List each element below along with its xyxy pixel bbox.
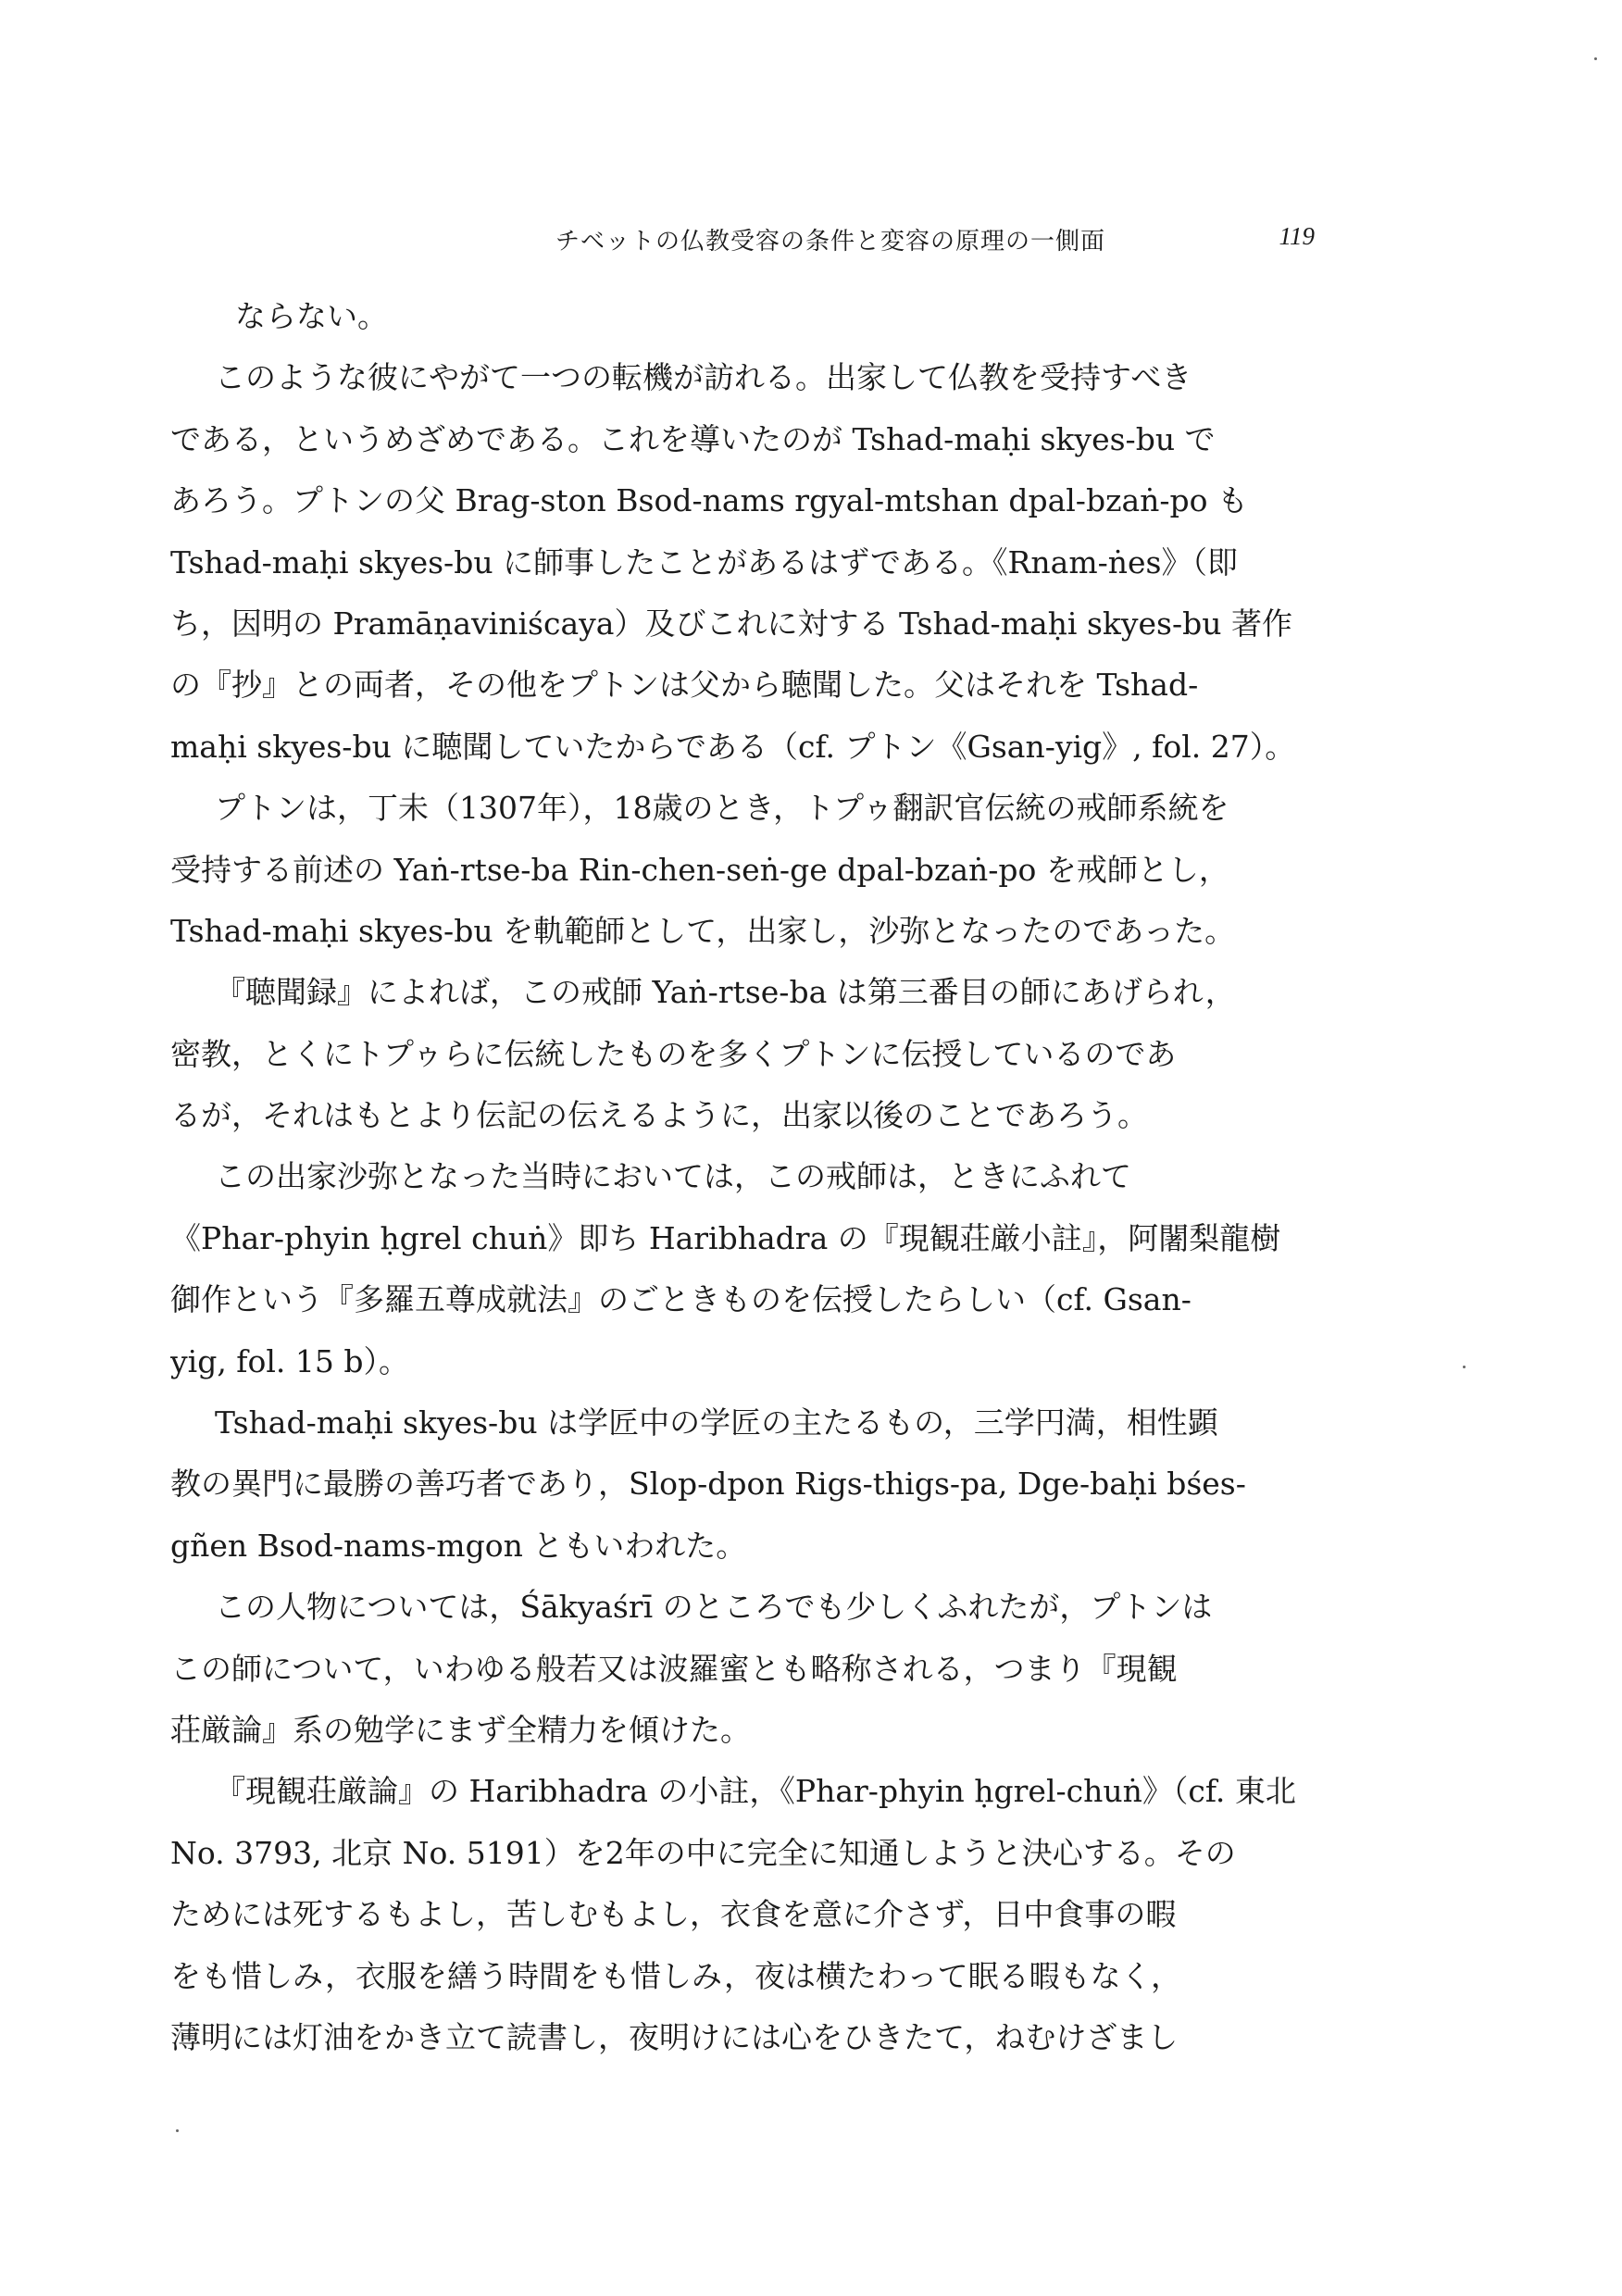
text-line: 《Phar-phyin ḥgrel chuṅ》即ち Haribhadra の『現観荘厳小註』，阿闍梨龍樹 bbox=[170, 1219, 1281, 1256]
text-line: ためには死するもよし，苦しむもよし，衣食を意に介さず，日中食事の暇 bbox=[170, 1896, 1177, 1933]
text-line: 教の異門に最勝の善巧者であり，Slop-dpon Rigs-thigs-pa, Dge-baḥi bśes- bbox=[170, 1466, 1246, 1503]
text-line: である，というめざめである。これを導いたのが Tshad-maḥi skyes-bu で bbox=[170, 420, 1216, 457]
text-line: No. 3793, 北京 No. 5191）を2年の中に完全に知通しようと決心する。その bbox=[170, 1834, 1236, 1871]
scan-speck bbox=[1594, 57, 1597, 60]
text-line: Tshad-maḥi skyes-bu は学匠中の学匠の主たるもの，三学円満，相性顕 bbox=[215, 1404, 1218, 1441]
text-line: Tshad-maḥi skyes-bu に師事したことがあるはずである。《Rnam-ṅes》（即 bbox=[170, 543, 1238, 580]
text-line: yig, fol. 15 b）。 bbox=[170, 1342, 410, 1379]
scan-speck bbox=[1463, 1366, 1466, 1368]
text-line: この出家沙弥となった当時においては，この戒師は，ときにふれて bbox=[215, 1158, 1131, 1195]
text-line: 受持する前述の Yaṅ-rtse-ba Rin-chen-seṅ-ge dpal-bzaṅ-po を戒師とし， bbox=[170, 851, 1229, 888]
running-title: チベットの仏教受容の条件と変容の原理の一側面 bbox=[555, 228, 1106, 256]
text-line: この人物については，Śākyaśrī のところでも少しくふれたが，プトンは bbox=[215, 1589, 1213, 1626]
page-number: 119 bbox=[1279, 222, 1315, 250]
text-line: プトンは，丁未（1307年），18歳のとき，トプゥ翻訳官伝統の戒師系統を bbox=[215, 790, 1229, 827]
text-line: maḥi skyes-bu に聴聞していたからである（cf. プトン《Gsan-yig》, fol. 27）。 bbox=[170, 728, 1296, 765]
text-line: ならない。 bbox=[235, 298, 388, 334]
text-line: あろう。プトンの父 Brag-ston Bsod-nams rgyal-mtshan dpal-bzaṅ-po も bbox=[170, 482, 1249, 519]
body-text bbox=[170, 286, 1318, 2068]
text-line: gñen Bsod-nams-mgon ともいわれた。 bbox=[170, 1527, 747, 1564]
running-header bbox=[555, 222, 1315, 259]
text-line: 薄明には灯油をかき立て読書し，夜明けには心をひきたて，ねむけざまし bbox=[170, 2018, 1179, 2055]
text-line: 荘厳論』系の勉学にまず全精力を傾けた。 bbox=[170, 1711, 751, 1748]
text-line: るが，それはもとより伝記の伝えるように，出家以後のことであろう。 bbox=[170, 1097, 1148, 1134]
text-line: 密教，とくにトプゥらに伝統したものを多くプトンに伝授しているのであ bbox=[170, 1035, 1177, 1072]
scan-speck bbox=[176, 2129, 179, 2132]
text-line: このような彼にやがて一つの転機が訪れる。出家して仏教を受持すべき bbox=[215, 359, 1192, 396]
text-line: Tshad-maḥi skyes-bu を軌範師として，出家し，沙弥となったのであった。 bbox=[170, 912, 1236, 949]
text-line: の『抄』との両者，その他をプトンは父から聴聞した。父はそれを Tshad- bbox=[170, 667, 1199, 704]
text-line: この師について，いわゆる般若又は波羅蜜とも略称される，つまり『現観 bbox=[170, 1650, 1178, 1687]
text-line: をも惜しみ，衣服を繕う時間をも惜しみ，夜は横たわって眠る暇もなく， bbox=[170, 1957, 1181, 1994]
text-line: ち，因明の Pramāṇaviniścaya）及びこれに対する Tshad-maḥi skyes-bu 著作 bbox=[170, 605, 1293, 642]
text-line: 『現観荘厳論』の Haribhadra の小註，《Phar-phyin ḥgrel-chuṅ》（cf. 東北 bbox=[215, 1773, 1296, 1810]
text-line: 御作という『多羅五尊成就法』のごときものを伝授したらしい（cf. Gsan- bbox=[170, 1281, 1192, 1318]
text-line: 『聴聞録』によれば，この戒師 Yaṅ-rtse-ba は第三番目の師にあげられ， bbox=[215, 974, 1236, 1011]
